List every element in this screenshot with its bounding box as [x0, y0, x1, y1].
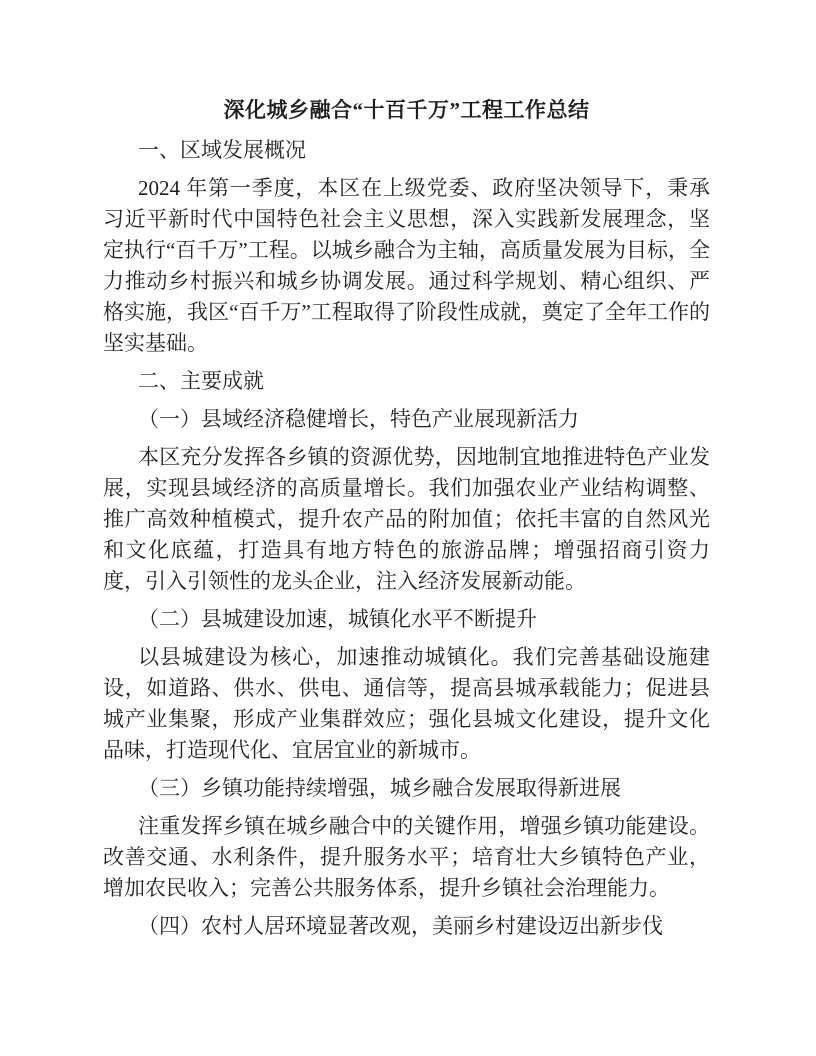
section-heading-main-achievements: 二、主要成就 [138, 369, 264, 393]
paragraph-county-economy: 本区充分发挥各乡镇的资源优势，因地制宜地推进特色产业发展，实现县域经济的高质量增长。我们加强农业产业结构调整、推广高效种植模式，提升农产品的附加值；依托丰富的自然风光和文化底蕴，打造具有地方特色的旅游品牌；增强招商引资力度，引入引领性的龙头企业，注入经济发展新动能。 [103, 445, 710, 593]
document-title: 深化城乡融合“十百千万”工程工作总结 [223, 98, 590, 122]
section-heading-region-overview: 一、区域发展概况 [138, 138, 306, 162]
subsection-heading-county-economy: （一）县域经济稳健增长，特色产业展现新活力 [138, 407, 579, 431]
paragraph-region-overview: 2024 年第一季度，本区在上级党委、政府坚决领导下，秉承习近平新时代中国特色社会主义思想，深入实践新发展理念，坚定执行“百千万”工程。以城乡融合为主轴，高质量发展为目标，全力推动乡村振兴和城乡协调发展。通过科学规划、精心组织、严格实施，我区“百千万”工程取得了阶段性成就，奠定了全年工作的坚实基础。 [103, 176, 710, 355]
subsection-heading-county-construction: （二）县城建设加速，城镇化水平不断提升 [138, 607, 537, 631]
subsection-heading-rural-environment: （四）农村人居环境显著改观，美丽乡村建设迈出新步伐 [138, 914, 663, 938]
paragraph-county-construction: 以县城建设为核心，加速推动城镇化。我们完善基础设施建设，如道路、供水、供电、通信等，提高县城承载能力；促进县城产业集聚，形成产业集群效应；强化县城文化建设，提升文化品味，打造现代化、宜居宜业的新城市。 [103, 645, 710, 762]
paragraph-township-function: 注重发挥乡镇在城乡融合中的关键作用，增强乡镇功能建设。改善交通、水利条件，提升服务水平；培育壮大乡镇特色产业，增加农民收入；完善公共服务体系，提升乡镇社会治理能力。 [103, 814, 710, 900]
subsection-heading-township-function: （三）乡镇功能持续增强，城乡融合发展取得新进展 [138, 776, 621, 800]
